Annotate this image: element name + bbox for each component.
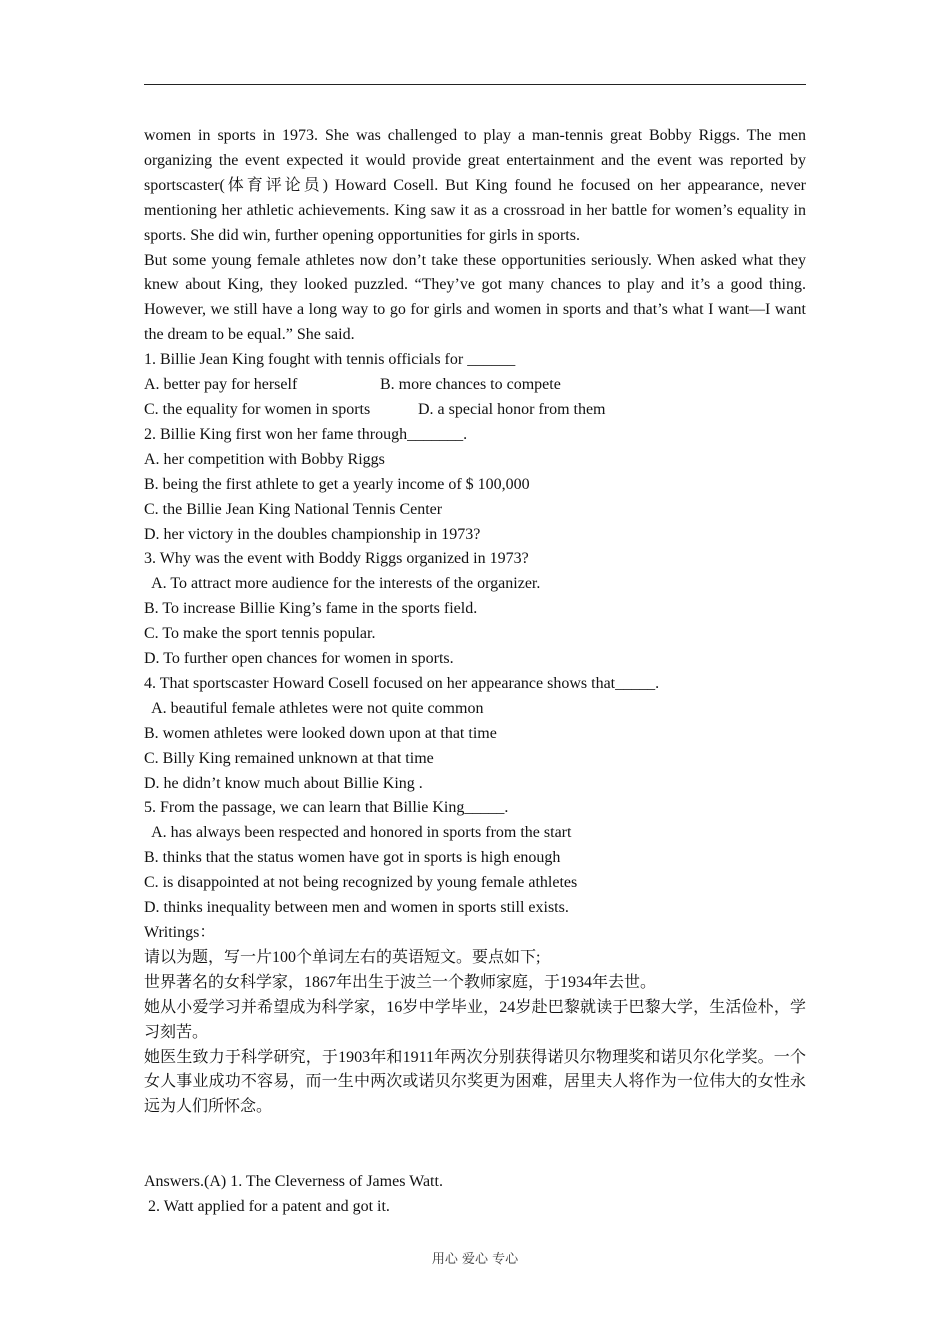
question-options-row <box>144 398 806 423</box>
option-c: C. the equality for women in sports <box>144 400 371 418</box>
option-d: D. her victory in the doubles championship in 1973? <box>144 525 481 543</box>
option-b: B. women athletes were looked down upon at that time <box>144 724 497 742</box>
question-stem: 5. From the passage, we can learn that Billie King_____. <box>144 799 509 817</box>
writing-heading: Writings： <box>144 924 216 941</box>
passage-paragraph: But some young female athletes now don’t take these opportunities seriously. When asked what they knew about King, they looked puzzled. “They’ve got many chances to play and it’s a good thing. However, we still have a long way to go for girls and women in sports and that’s what I want—I want the dream to be equal.” She said. <box>144 251 806 344</box>
option-a: A. To attract more audience for the interests of the organizer. <box>144 575 541 593</box>
writing-point: 她从小爱学习并希望成为科学家，16岁中学毕业，24岁赴巴黎就读于巴黎大学，生活俭朴，学习刻苦。 <box>144 998 806 1041</box>
header-rule <box>144 84 806 85</box>
option-c: C. the Billie Jean King National Tennis Center <box>144 500 443 518</box>
question-options-row <box>144 373 806 398</box>
question-stem: 4. That sportscaster Howard Cosell focused on her appearance shows that_____. <box>144 674 660 692</box>
question-stem: 2. Billie King first won her fame through_______. <box>144 425 468 443</box>
question-stem: 1. Billie Jean King fought with tennis officials for ______ <box>144 351 516 369</box>
option-b: B. To increase Billie King’s fame in the sports field. <box>144 600 478 618</box>
option-d: D. he didn’t know much about Billie King . <box>144 774 423 792</box>
writing-point: 她医生致力于科学研究，于1903年和1911年两次分别获得诺贝尔物理奖和诺贝尔化学奖。一个女人事业成功不容易，而一生中两次或诺贝尔奖更为困难，居里夫人将作为一位伟大的女性永远为人们所怀念。 <box>144 1048 806 1116</box>
option-a: A. beautiful female athletes were not quite common <box>144 699 484 717</box>
passage-paragraph: women in sports in 1973. She was challenged to play a man-tennis great Bobby Riggs. The men organizing the event expected it would provide great entertainment and the event was reported by sportscaster(体育评论员) Howard Cosell. But King found he focused on her appearance, never mentioning her athletic achievements. King saw it as a crossroad in her battle for women’s equality in sports. She did win, further opening opportunities for girls in sports. <box>144 127 806 244</box>
spacer <box>144 1120 806 1170</box>
option-d: D. a special honor from them <box>418 400 606 418</box>
document-body <box>144 124 806 1220</box>
page-footer: 用心 爱心 专心 <box>431 1252 519 1267</box>
option-b: B. thinks that the status women have got in sports is high enough <box>144 849 561 867</box>
option-c: C. is disappointed at not being recognized by young female athletes <box>144 874 578 892</box>
writing-instruction: 请以为题，写一片100个单词左右的英语短文。要点如下; <box>144 948 541 966</box>
option-a: A. better pay for herself <box>144 376 298 394</box>
option-d: D. To further open chances for women in sports. <box>144 650 454 668</box>
answers-line: 2. Watt applied for a patent and got it. <box>144 1198 390 1216</box>
option-b: B. more chances to compete <box>380 376 561 394</box>
option-a: A. has always been respected and honored in sports from the start <box>144 824 572 842</box>
option-c: C. Billy King remained unknown at that time <box>144 749 434 767</box>
writing-point: 世界著名的女科学家，1867年出生于波兰一个教师家庭，于1934年去世。 <box>144 973 657 991</box>
option-a: A. her competition with Bobby Riggs <box>144 450 385 468</box>
option-d: D. thinks inequality between men and women in sports still exists. <box>144 899 569 917</box>
answers-line: Answers.(A) 1. The Cleverness of James Watt. <box>144 1173 443 1191</box>
question-stem: 3. Why was the event with Boddy Riggs organized in 1973? <box>144 550 529 568</box>
option-b: B. being the first athlete to get a yearly income of $ 100,000 <box>144 475 530 493</box>
option-c: C. To make the sport tennis popular. <box>144 625 376 643</box>
